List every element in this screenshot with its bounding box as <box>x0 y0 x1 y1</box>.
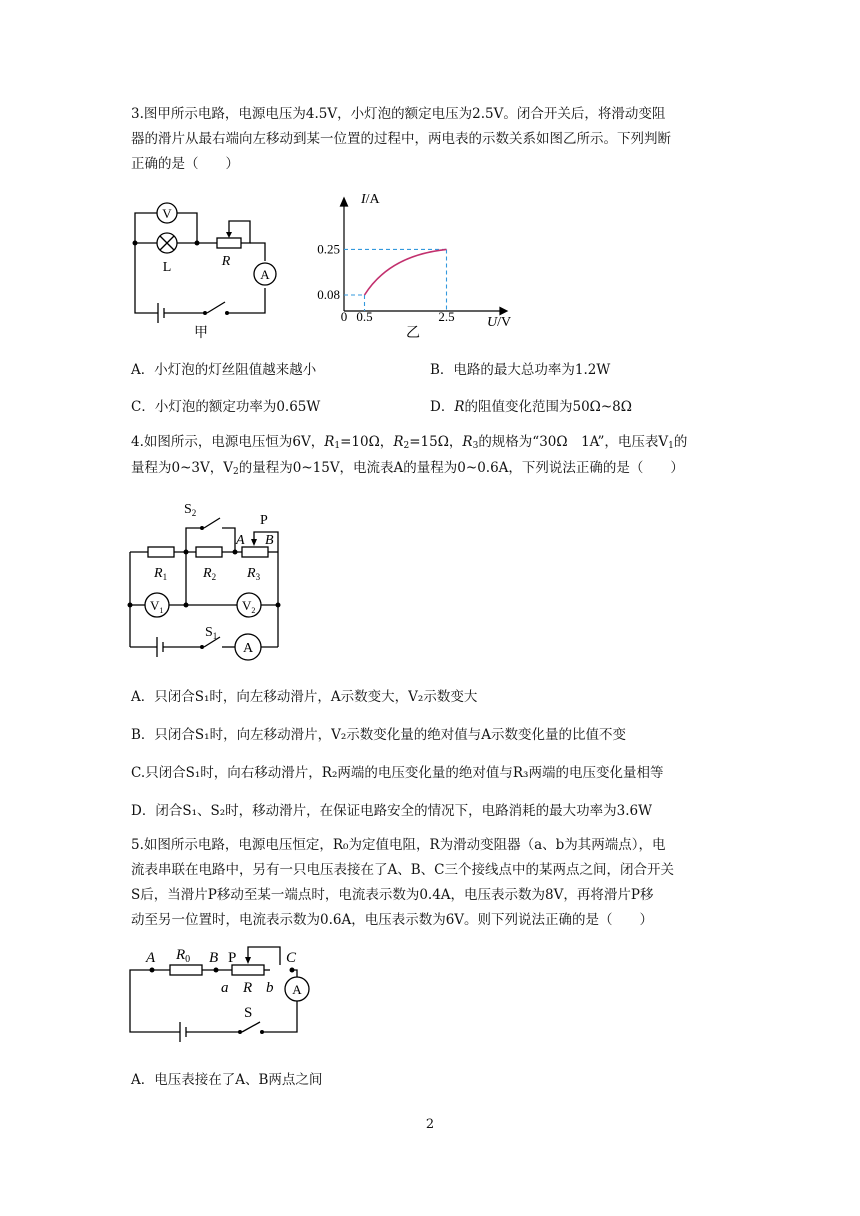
q3-option-d[interactable]: D．R的阻值变化范围为50Ω~8Ω <box>430 399 632 415</box>
page-number: 2 <box>425 1117 435 1132</box>
q4-option-b[interactable]: B．只闭合S₁时，向左移动滑片，V₂示数变化量的绝对值与A示数变化量的比值不变 <box>131 727 626 743</box>
q3-line-1: 3.图甲所示电路，电源电压为4.5V，小灯泡的额定电压为2.5V。闭合开关后，将滑动变阻 <box>131 106 666 122</box>
r1-label: $R_1$ <box>154 566 168 582</box>
q3-option-b[interactable]: B．电路的最大总功率为1.2W <box>430 362 611 378</box>
rheostat-r-label: R <box>243 980 253 996</box>
q4-line-1: 4.如图所示，电源电压恒为6V，$R_1=10\Omega$，$R_2=15\Omega$，$R_3$的规格为“30Ω 1A”，电压表$V_1$的 <box>131 434 688 451</box>
q5-line-2: 流表串联在电路中，另有一只电压表接在了A、B、C三个接线点中的某两点之间，闭合开关 <box>131 862 674 878</box>
q4-circuit-diagram <box>120 495 295 670</box>
rheostat-label: R <box>221 254 231 269</box>
s1-label: $S_1$ <box>205 625 218 641</box>
q4-line-2: 量程为0~3V，$V_2$的量程为0~15V，电流表A的量程为0~0.6A，下列说法正确的是（ ） <box>131 460 684 477</box>
q4-option-d[interactable]: D．闭合S₁、S₂时，移动滑片，在保证电路安全的情况下，电路消耗的最大功率为3.6W <box>131 803 652 819</box>
ammeter-label: A <box>242 641 254 656</box>
y-tick-0-25: 0.25 <box>317 241 340 257</box>
q3-line-3: 正确的是（ ） <box>131 156 239 172</box>
r2-label: $R_2$ <box>203 566 217 582</box>
q5-line-4: 动至另一位置时，电流表示数为0.6A，电压表示数为6V。则下列说法正确的是（ ） <box>131 912 654 928</box>
x-tick-0-5: 0.5 <box>356 309 373 324</box>
lamp-label: L <box>162 260 172 275</box>
q5-circuit-diagram <box>120 935 315 1060</box>
x-axis-label: U/V <box>487 315 512 330</box>
q5-line-3: S后，当滑片P移动至某一端点时，电流表示数为0.4A，电压表示数为8V，再将滑片P移 <box>131 887 654 903</box>
origin-label: 0 <box>340 309 348 324</box>
v1-label: $V_1$ <box>150 598 164 615</box>
iu-curve <box>365 249 447 295</box>
q4-option-a[interactable]: A．只闭合S₁时，向左移动滑片，A示数变大，V₂示数变大 <box>131 689 478 705</box>
end-a-label: a <box>221 980 229 996</box>
point-c-label: C <box>286 950 297 966</box>
switch-s-label: S <box>244 1005 253 1021</box>
point-a-label: A <box>146 950 156 966</box>
q3-circuit-diagram <box>125 193 295 343</box>
a-point-label: A <box>236 533 245 548</box>
b-point-label: B <box>265 533 274 548</box>
q3-option-c[interactable]: C．小灯泡的额定功率为0.65W <box>131 399 321 415</box>
figure-caption-jia: 甲 <box>194 326 208 341</box>
q3-iu-graph <box>305 185 530 345</box>
end-b-label: b <box>266 980 274 996</box>
q3-option-a[interactable]: A．小灯泡的灯丝阻值越来越小 <box>131 362 317 378</box>
q3-line-2: 器的滑片从最右端向左移动到某一位置的过程中，两电表的示数关系如图乙所示。下列判断 <box>131 131 671 147</box>
y-axis-label: I/A <box>361 192 380 207</box>
figure-caption-yi: 乙 <box>406 326 420 341</box>
q4-option-c[interactable]: C.只闭合S₁时，向右移动滑片，R₂两端的电压变化量的绝对值与R₃两端的电压变化量相等 <box>131 765 664 781</box>
s2-label: $S_2$ <box>184 502 197 518</box>
slider-p-label: P <box>228 950 237 966</box>
r3-label: $R_3$ <box>247 566 261 582</box>
y-tick-0-08: 0.08 <box>317 287 340 302</box>
q5-line-1: 5.如图所示电路，电源电压恒定，R₀为定值电阻，R为滑动变阻器（a、b为其两端点），电 <box>131 837 666 853</box>
x-tick-2-5: 2.5 <box>438 309 455 324</box>
voltmeter-label: V <box>162 206 172 221</box>
r0-label: $R_0$ <box>176 947 191 965</box>
ammeter-label: A <box>292 982 302 997</box>
point-b-label: B <box>209 950 219 966</box>
ammeter-label: A <box>260 267 270 282</box>
q5-option-a[interactable]: A．电压表接在了A、B两点之间 <box>131 1072 323 1088</box>
p-label: P <box>260 513 268 528</box>
v2-label: $V_2$ <box>242 598 256 615</box>
